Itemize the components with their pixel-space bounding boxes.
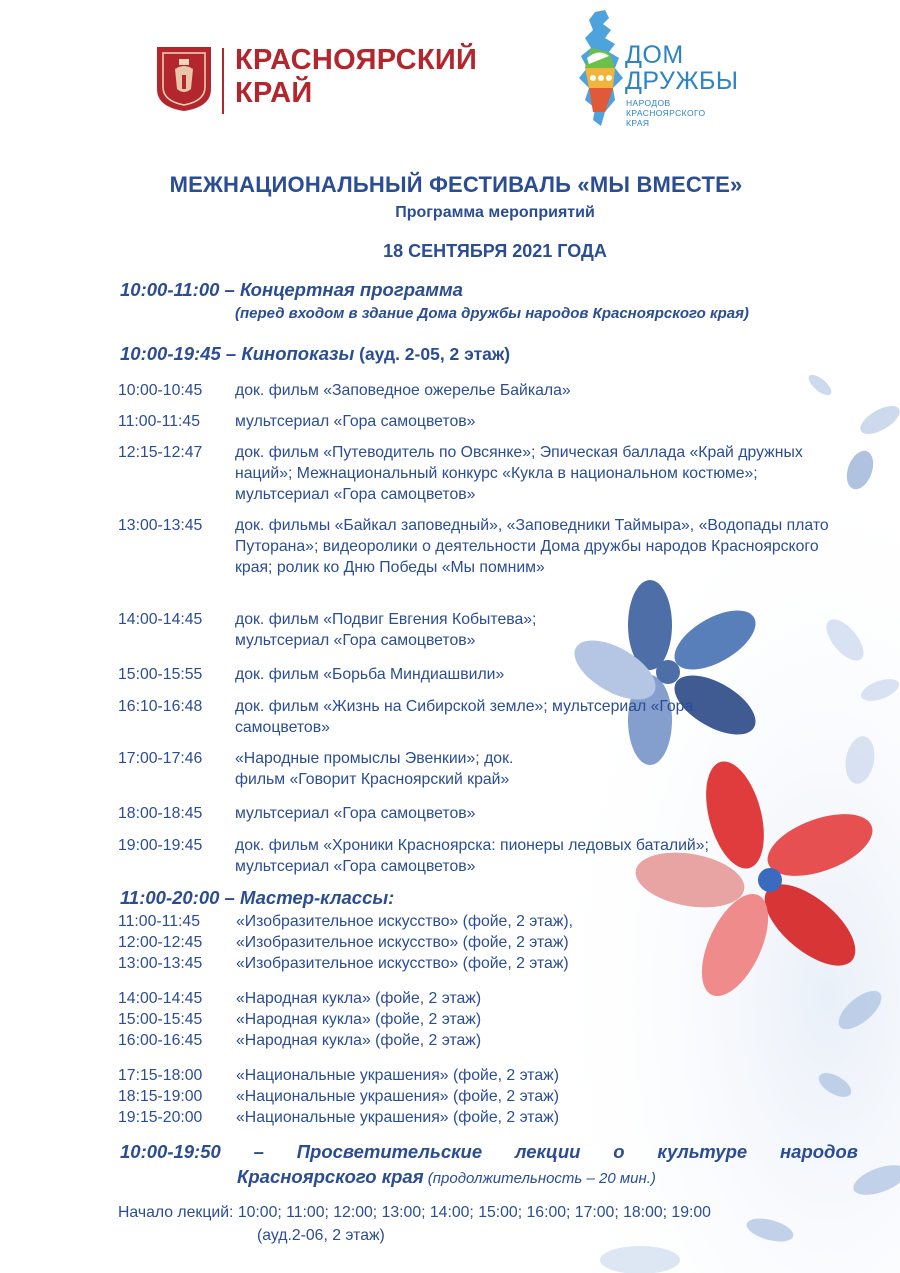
- masterclass-item-desc: «Национальные украшения» (фойе, 2 этаж): [236, 1109, 559, 1126]
- cinema-item-desc: док. фильм «Жизнь на Сибирской земле»; мультсериал «Гора самоцветов»: [235, 698, 694, 736]
- dom-logo-text: [625, 42, 739, 94]
- masterclass-item-desc: «Народная кукла» (фойе, 2 этаж): [236, 990, 482, 1007]
- cinema-item-time: 19:00-19:45: [118, 837, 203, 854]
- lectures-heading-line1: [120, 1141, 858, 1163]
- masterclass-item: [118, 953, 569, 974]
- masterclass-item-time: 15:00-15:45: [118, 1011, 203, 1028]
- region-logo-line1: КРАСНОЯРСКИЙ: [235, 44, 478, 76]
- dom-logo-sub3: КРАЯ: [626, 118, 650, 128]
- masterclass-item-desc: «Изобразительное искусство» (фойе, 2 этаж): [236, 934, 569, 951]
- masterclass-item: [118, 1086, 559, 1107]
- masterclass-item-time: 14:00-14:45: [118, 990, 203, 1007]
- cinema-item-time: 12:15-12:47: [118, 444, 203, 461]
- masterclass-item: [118, 988, 481, 1009]
- cinema-heading: [120, 343, 510, 365]
- masterclass-item-desc: «Национальные украшения» (фойе, 2 этаж): [236, 1067, 559, 1084]
- dom-logo-line2: ДРУЖБЫ: [625, 67, 739, 95]
- lectures-heading-word: –: [253, 1141, 264, 1162]
- cinema-item-desc: док. фильм «Заповедное ожерелье Байкала»: [235, 382, 571, 399]
- masterclass-item-time: 17:15-18:00: [118, 1067, 203, 1084]
- dom-logo-sub1: НАРОДОВ: [626, 98, 671, 108]
- region-logo-text: [235, 44, 477, 110]
- lectures-heading-word: Просветительские: [296, 1141, 483, 1162]
- masterclass-item-desc: «Изобразительное искусство» (фойе, 2 этаж),: [236, 913, 574, 930]
- masterclass-item: [118, 1009, 481, 1030]
- region-logo-line2: КРАЙ: [235, 77, 313, 109]
- masterclass-item-desc: «Народная кукла» (фойе, 2 этаж): [236, 1011, 482, 1028]
- lectures-heading-line2: [120, 1166, 858, 1188]
- page-subtitle: Программа мероприятий: [395, 204, 595, 221]
- cinema-item-desc: док. фильмы «Байкал заповедный», «Заповедники Таймыра», «Водопады плато Путорана»; видеоролики о деятельности Дома дружбы народов Красноярского края; ролик ко Дню Победы «Мы помним»: [235, 517, 829, 576]
- lectures-heading: [120, 1141, 858, 1188]
- cinema-item-time: 11:00-11:45: [118, 413, 200, 430]
- logo-divider: [222, 48, 224, 114]
- masterclass-item-time: 13:00-13:45: [118, 955, 203, 972]
- cinema-item-desc: док. фильм «Хроники Красноярска: пионеры ледовых баталий»; мультсериал «Гора самоцветов»: [235, 837, 709, 875]
- cinema-item-time: 10:00-10:45: [118, 382, 203, 399]
- cinema-item-desc: док. фильм «Борьба Миндиашвили»: [235, 666, 505, 683]
- cinema-item-time: 15:00-15:55: [118, 666, 203, 683]
- region-coat-of-arms-icon: [155, 45, 213, 113]
- lectures-place: (ауд.2-06, 2 этаж): [257, 1227, 385, 1244]
- cinema-item-desc: док. фильм «Подвиг Евгения Кобытева»; мультсериал «Гора самоцветов»: [235, 611, 537, 649]
- masterclass-item-time: 18:15-19:00: [118, 1088, 203, 1105]
- masterclass-item-time: 16:00-16:45: [118, 1032, 203, 1049]
- page-title: МЕЖНАЦИОНАЛЬНЫЙ ФЕСТИВАЛЬ «МЫ ВМЕСТЕ»: [169, 172, 743, 197]
- dom-logo-line1: ДОМ: [625, 41, 684, 69]
- masterclass-item: [118, 911, 573, 932]
- masterclass-item-desc: «Народная кукла» (фойе, 2 этаж): [236, 1032, 482, 1049]
- cinema-item-desc: «Народные промыслы Эвенкии»; док. фильм «Говорит Красноярский край»: [235, 750, 514, 788]
- lectures-heading-word: народов: [779, 1141, 858, 1162]
- masterclass-item-desc: «Национальные украшения» (фойе, 2 этаж): [236, 1088, 559, 1105]
- masterclass-item-time: 11:00-11:45: [118, 913, 200, 930]
- lectures-heading-word: культуре: [657, 1141, 748, 1162]
- concert-note: (перед входом в здание Дома дружбы народов Красноярского края): [235, 305, 749, 322]
- lectures-heading-region: Красноярского края: [237, 1166, 424, 1187]
- masterclass-item-time: 12:00-12:45: [118, 934, 203, 951]
- masterclass-item: [118, 1107, 559, 1128]
- lectures-heading-word: 10:00-19:50: [120, 1141, 221, 1162]
- dom-druzhby-map-icon: [575, 8, 627, 130]
- cinema-item-time: 14:00-14:45: [118, 611, 203, 628]
- concert-heading: 10:00-11:00 – Концертная программа: [120, 279, 463, 300]
- masterclass-item-time: 19:15-20:00: [118, 1109, 203, 1126]
- cinema-item-desc: док. фильм «Путеводитель по Овсянке»; Эпическая баллада «Край дружных наций»; Межнациональный конкурс «Кукла в национальном костюме»; мультсериал «Гора самоцветов»: [235, 444, 803, 503]
- cinema-item-desc: мультсериал «Гора самоцветов»: [235, 413, 476, 430]
- cinema-item-time: 18:00-18:45: [118, 805, 203, 822]
- cinema-item-time: 16:10-16:48: [118, 698, 203, 715]
- event-date: 18 СЕНТЯБРЯ 2021 ГОДА: [383, 241, 607, 261]
- lectures-start-times: Начало лекций: 10:00; 11:00; 12:00; 13:00; 14:00; 15:00; 16:00; 17:00; 18:00; 19:00: [118, 1204, 711, 1221]
- masterclass-item: [118, 932, 569, 953]
- cinema-item-desc: мультсериал «Гора самоцветов»: [235, 805, 476, 822]
- cinema-heading-text: 10:00-19:45 – Кинопоказы: [120, 343, 355, 364]
- masterclass-item-desc: «Изобразительное искусство» (фойе, 2 этаж): [236, 955, 569, 972]
- masterclass-item: [118, 1030, 481, 1051]
- lectures-heading-word: лекции: [514, 1141, 581, 1162]
- cinema-location: (ауд. 2-05, 2 этаж): [354, 344, 511, 364]
- masterclass-item: [118, 1065, 559, 1086]
- lectures-duration: (продолжительность – 20 мин.): [423, 1170, 656, 1187]
- masterclass-heading: 11:00-20:00 – Мастер-классы:: [120, 887, 395, 908]
- dom-logo-subtext: [626, 98, 706, 128]
- cinema-item-time: 13:00-13:45: [118, 517, 203, 534]
- dom-logo-sub2: КРАСНОЯРСКОГО: [626, 108, 706, 118]
- lectures-heading-word: о: [613, 1141, 625, 1162]
- cinema-item-time: 17:00-17:46: [118, 750, 203, 767]
